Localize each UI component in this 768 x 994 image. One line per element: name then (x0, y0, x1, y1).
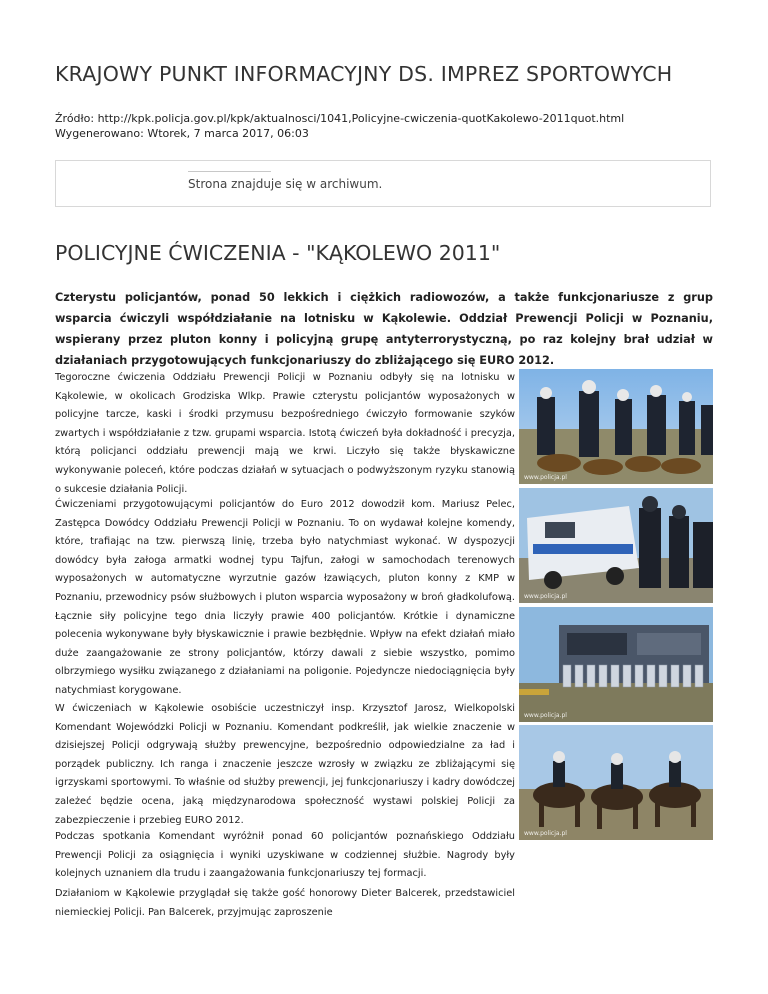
article-paragraph-4: Podczas spotkania Komendant wyróżnił ponad 60 policjantów poznańskiego Oddziału Prewencji Policji za osiągnięcia i wyniki uzyskiwane w codziennej służbie. Nagrody były kolejnych uznaniem dla trudu i zaangażowania funkcjonariuszy tej formacji. (55, 831, 515, 880)
photo-police-dogs (519, 369, 713, 484)
photo-water-cannon (519, 607, 713, 722)
photo-watermark: www.policja.pl (524, 474, 567, 481)
photo-mounted-police (519, 725, 713, 840)
archive-notice: Strona znajduje się w archiwum. (188, 177, 383, 191)
photo-watermark: www.policja.pl (524, 712, 567, 719)
source-url: Źródło: http://kpk.policja.gov.pl/kpk/aktualnosci/1041,Policyjne-cwiczenia-quotKakolewo-2011quot.html (55, 112, 625, 125)
article-paragraph-2: Ćwiczeniami przygotowującymi policjantów do Euro 2012 dowodził kom. Mariusz Pelec, Zastępca Dowódcy Oddziału Prewencji Policji w Poznaniu. To on wydawał kolejne komendy, które, trafiając na tzw. pierwszą linię, trzeba było natychmiast wykonać. W dyspozycji dowódcy była załoga armatki wodnej typu Tajfun, załogi w samochodach terenowych wyposażonych w automatyczne wyrzutnie gazów łzawiących, pluton konny z KMP w Poznaniu, przewodnicy psów służbowych i pluton wsparcia wyposażony w broń gładkolufową. Łącznie siły policyjne tego dnia liczyły prawie 400 policjantów. Krótkie i dynamiczne polecenia wykonywane były błyskawicznie i prawie bezbłędnie. Wpływ na efekt działań miało duże zaangażowanie ze strony policjantów, którzy dawali z siebie wszystko, pomimo olbrzymiego wysiłku związanego z działaniami na poligonie. Pojedyncze niedociągnięcia były natychmiast korygowane. (55, 499, 515, 696)
article-paragraph-1: Tegoroczne ćwiczenia Oddziału Prewencji Policji w Poznaniu odbyły się na lotnisku w Kąkolewie, w okolicach Grodziska Wlkp. Prawie czterystu policjantów wyposażonych w policyjne tarcze, kaski i środki przymusu bezpośredniego ćwiczyło formowanie szyków zwartych i współdziałanie z tzw. grupami wsparcia. Istotą ćwiczeń była dokładność i precyzja, którą policjanci oddziału prewencji mają we krwi. Liczyło się także błyskawiczne wykonywanie poleceń, które podczas działań w sytuacjach o podwyższonym ryzyku stanowią o sukcesie działania Policji. (55, 372, 515, 495)
photo-watermark: www.policja.pl (524, 593, 567, 600)
photo-watermark: www.policja.pl (524, 830, 567, 837)
article-paragraph-5: Działaniom w Kąkolewie przyglądał się także gość honorowy Dieter Balcerek, przedstawiciel niemieckiej Policji. Pan Balcerek, przyjmując zaproszenie (55, 888, 515, 918)
archive-divider (188, 171, 271, 172)
generated-date: Wygenerowano: Wtorek, 7 marca 2017, 06:03 (55, 127, 309, 140)
article-paragraph-3: W ćwiczeniach w Kąkolewie osobiście uczestniczył insp. Krzysztof Jarosz, Wielkopolski Komendant Wojewódzki Policji w Poznaniu. Komendant podkreślił, jak wielkie znaczenie w dzisiejszej Policji odgrywają służby prewencyjne, bezpośrednio odpowiedzialne za ład i porządek publiczny. Ich ranga i znaczenie jeszcze wzrosły w związku ze zbliżającymi się igrzyskami sportowymi. To właśnie od służby prewencji, jej funkcjonariuszy i kadry dowódczej zależeć będzie ocena, jaką międzynarodowa społeczność wystawi polskiej Policji za zabezpieczenie i przebieg EURO 2012. (55, 703, 515, 826)
source-meta (55, 111, 624, 141)
article-title: POLICYJNE ĆWICZENIA - "KĄKOLEWO 2011" (55, 241, 501, 265)
photo-police-van (519, 488, 713, 603)
photo-police-dogs-image (519, 369, 713, 484)
photo-mounted-police-image (519, 725, 713, 840)
site-title: KRAJOWY PUNKT INFORMACYJNY DS. IMPREZ SPORTOWYCH (55, 62, 673, 86)
photo-police-van-image (519, 488, 713, 603)
article-lead: Czterystu policjantów, ponad 50 lekkich i ciężkich radiowozów, a także funkcjonariusze z grup wsparcia ćwiczyli współdziałanie na lotnisku w Kąkolewie. Oddział Prewencji Policji w Poznaniu, wspierany przez pluton konny i policyjną grupę antyterrorystyczną, po raz kolejny brał udział w działaniach przygotowujących funkcjonariuszy do zbliżającego się EURO 2012. (55, 291, 713, 367)
archive-notice-box (55, 160, 711, 207)
photo-water-cannon-image (519, 607, 713, 722)
